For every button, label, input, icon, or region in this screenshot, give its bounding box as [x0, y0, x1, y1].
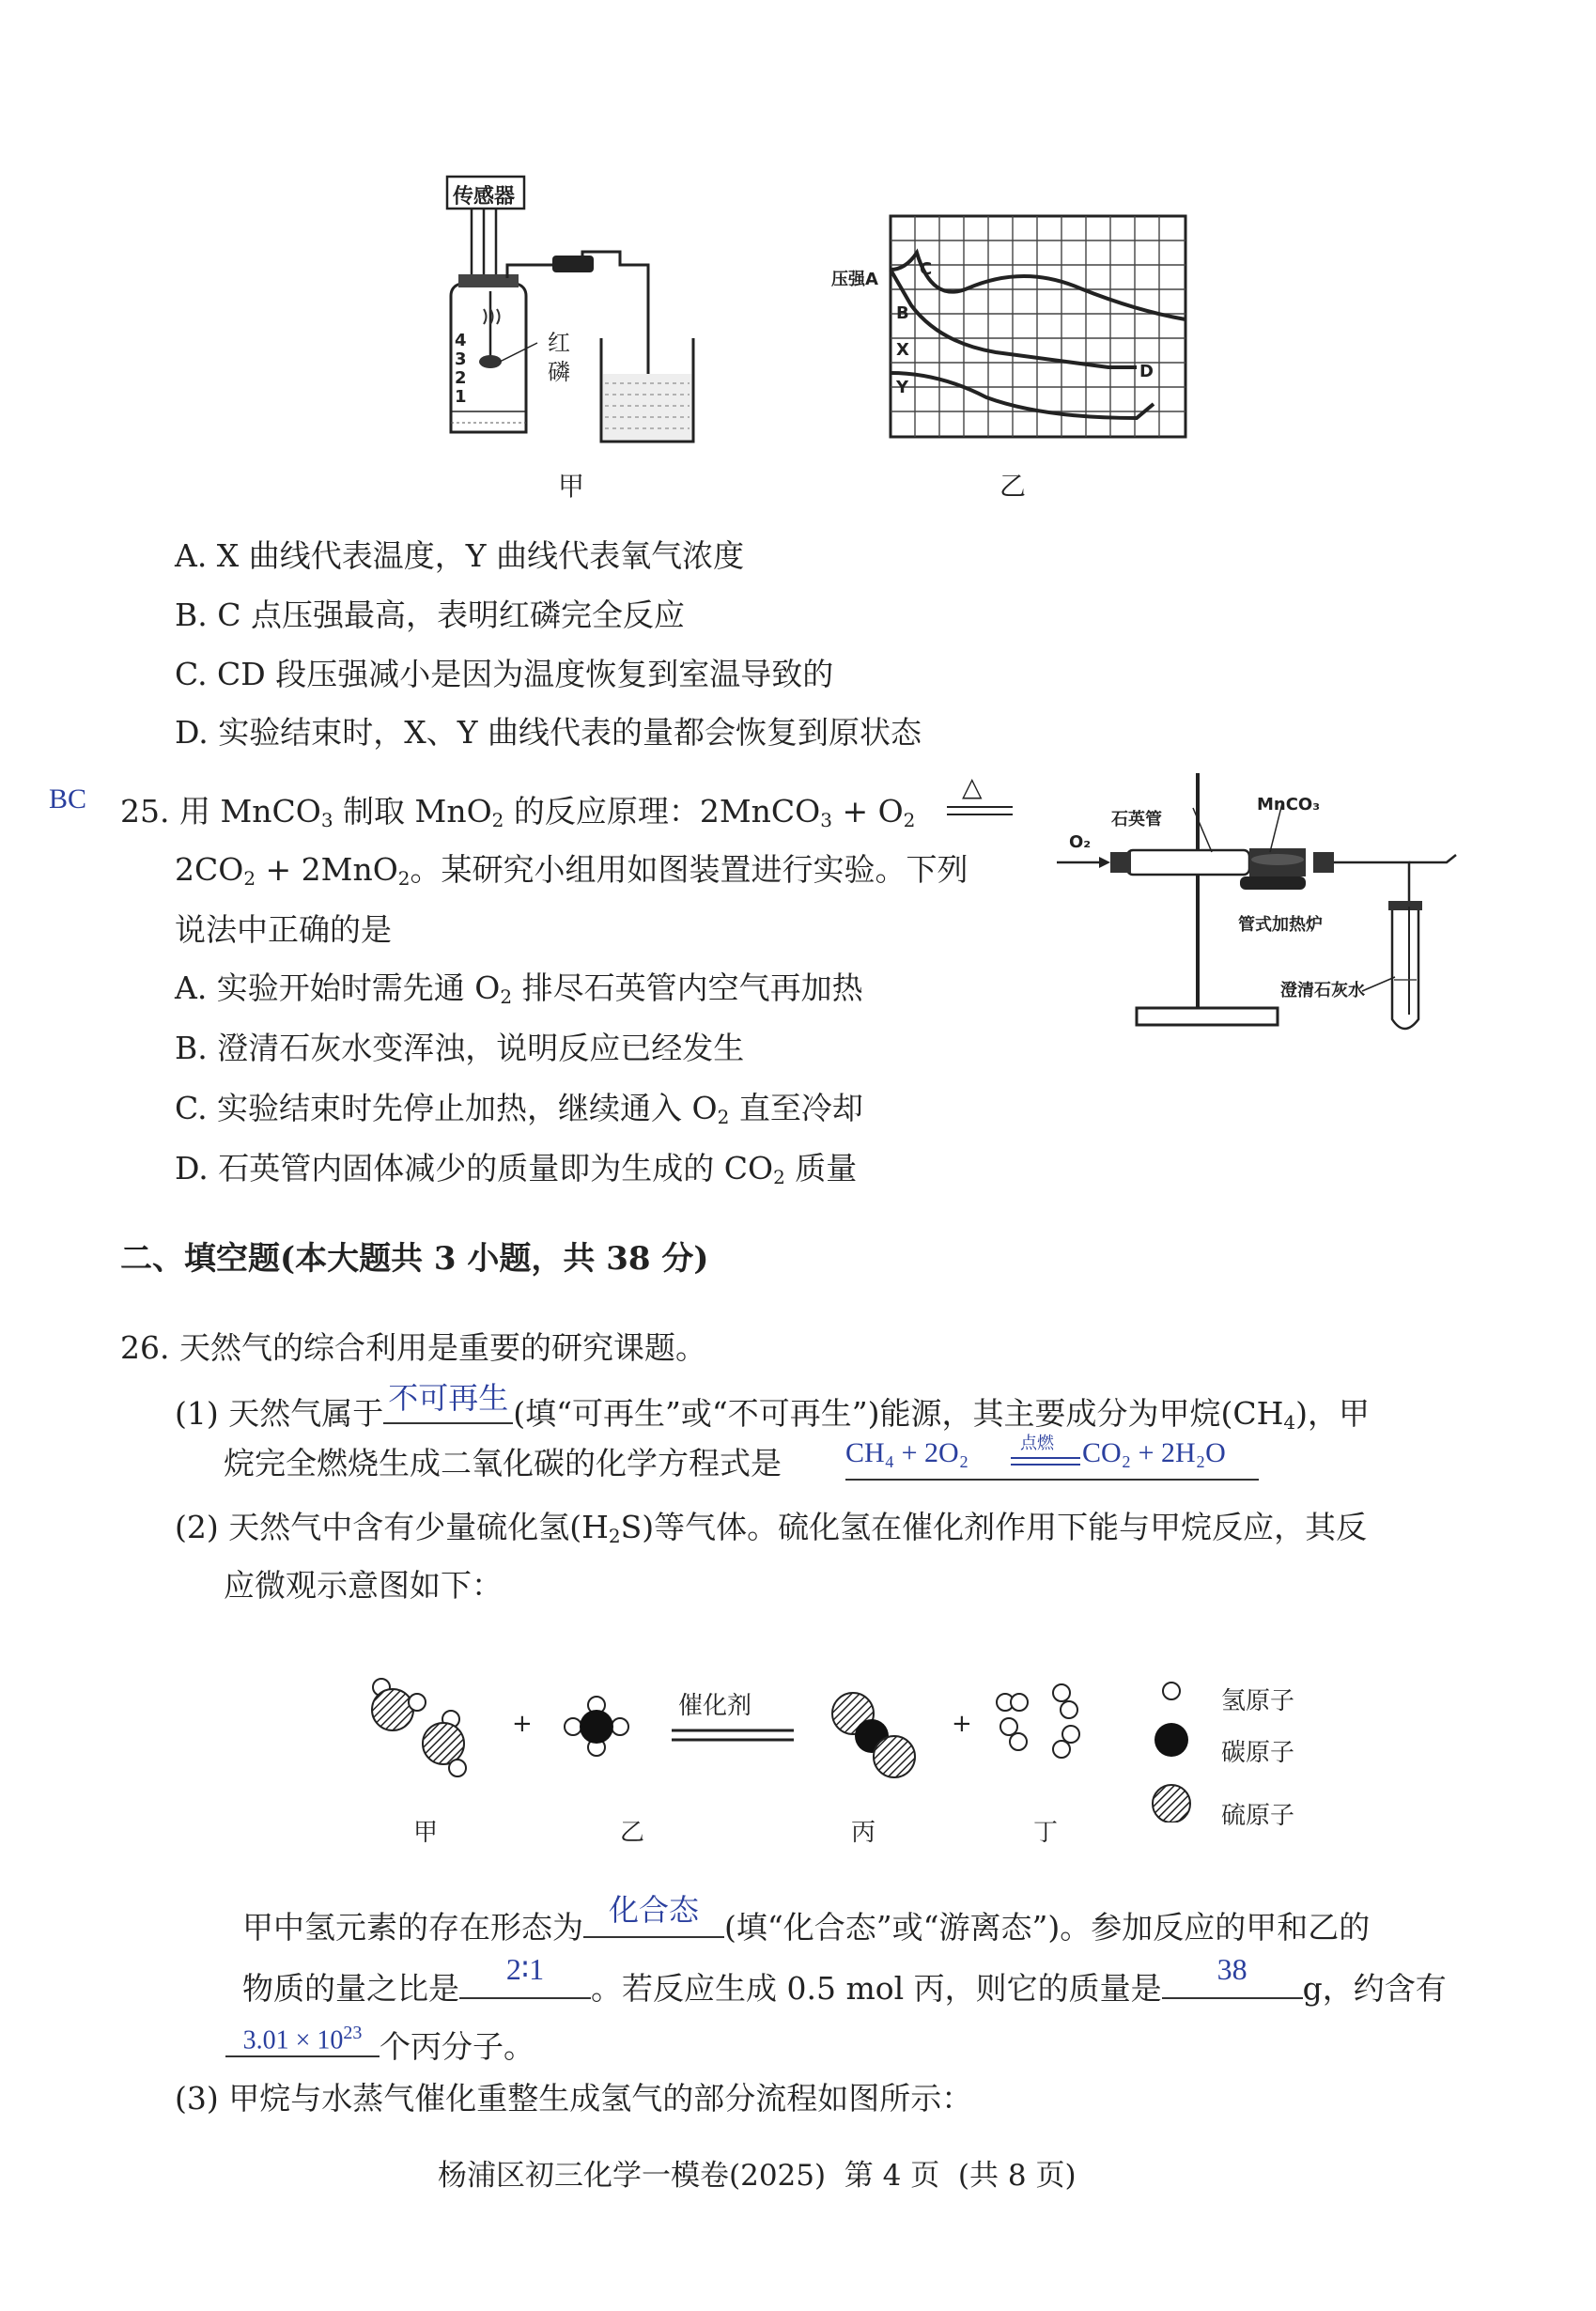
point-c-label: C: [920, 259, 933, 279]
legend-carbon-swatch: [1154, 1723, 1188, 1757]
sensor-label: 传感器: [453, 185, 516, 209]
q26-part1-line2: 烷完全燃烧生成二氧化碳的化学方程式是: [224, 1445, 782, 1481]
eq-underline: [845, 1479, 1259, 1481]
double-line-arrow: [947, 804, 1013, 819]
furnace-label: 管式加热炉: [1238, 915, 1323, 935]
marker-b: B: [896, 303, 909, 323]
q26-part2-line4: 物质的量之比是 2∶1 。若反应生成 0.5 mol 丙，则它的质量是 38 g，约含有: [242, 1952, 1447, 2007]
q24-option-b: B. C 点压强最高，表明红磷完全反应: [175, 597, 685, 633]
o2-inlet-label: O₂: [1069, 832, 1092, 852]
catalyst-label: 催化剂: [678, 1692, 752, 1720]
q25-number: 25.: [120, 793, 170, 830]
apparatus-jia-drawing: [432, 169, 714, 451]
answer-blank-mass: [1162, 1952, 1303, 1999]
phosphor-label-1: 红: [548, 330, 570, 356]
pressure-axis-label: 压强A: [831, 270, 878, 289]
answer-blank-molecules: [225, 2022, 380, 2057]
q26-part2-line5: $3.01 \times 10^{23}$ 个丙分子。: [225, 2022, 535, 2066]
legend-sulfur: 硫原子: [1221, 1802, 1295, 1830]
label-bing: 丙: [851, 1819, 876, 1847]
q25-option-c: C. 实验结束时先停止加热，继续通入 $O_2$ 直至冷却: [175, 1090, 863, 1128]
section-2-title: 二、填空题(本大题共 3 小题，共 38 分): [120, 1240, 709, 1278]
answer-blank-renewable: [383, 1381, 513, 1424]
label-yi: 乙: [620, 1819, 645, 1847]
marker-y: Y: [896, 378, 909, 397]
eq-left: CH₄ + 2O₂: [845, 1437, 969, 1468]
q25-stem-line1: 25. 用 MnCO$_3$ 制取 MnO$_2$ 的反应原理：2MnCO$_3$ + $O_2$: [120, 793, 916, 831]
eq-double-line: [1011, 1456, 1080, 1469]
jia-h-2: [409, 1694, 426, 1711]
q25-handwritten-answer: BC: [49, 783, 87, 814]
label-ding: 丁: [1033, 1819, 1059, 1847]
mnco3-label: MnCO₃: [1257, 795, 1321, 814]
legend-carbon: 碳原子: [1221, 1739, 1295, 1767]
legend-hydrogen: 氢原子: [1221, 1687, 1295, 1715]
q25-option-d: D. 石英管内固体减少的质量即为生成的 $CO_2$ 质量: [175, 1150, 858, 1188]
q26-part2-line3: 甲中氢元素的存在形态为 化合态 (填“化合态”或“游离态”)。参加反应的甲和乙的: [242, 1893, 1371, 1946]
legend-sulfur-swatch: [1153, 1785, 1190, 1822]
q26-answer-ratio: 2∶1: [505, 1952, 545, 1986]
answer-blank-form: [583, 1893, 724, 1938]
plus-sign-2: +: [952, 1710, 972, 1738]
q24-option-d: D. 实验结束时，X、Y 曲线代表的量都会恢复到原状态: [175, 714, 922, 751]
bottle-mark-1: 1: [455, 387, 467, 407]
legend-hydrogen-swatch: [1163, 1683, 1180, 1699]
q26-part1-line1: (1) 天然气属于 不可再生 (填“可再生”或“不可再生”)能源，其主要成分为甲烷$(CH_4)$，甲: [175, 1381, 1370, 1434]
yi-h-2: [565, 1718, 581, 1735]
eq-condition: 点燃: [1020, 1434, 1054, 1452]
answer-blank-ratio: [459, 1952, 591, 1999]
page-footer: 杨浦区初三化学一模卷(2025) 第 4 页 (共 8 页): [438, 2159, 1077, 2193]
q26-part2-line2: 应微观示意图如下：: [224, 1567, 503, 1604]
eq-right: CO₂ + 2H₂O: [1082, 1437, 1226, 1468]
plus-sign-1: +: [512, 1710, 533, 1738]
q26-part3: (3) 甲烷与水蒸气催化重整生成氢气的部分流程如图所示：: [175, 2080, 973, 2117]
bottle-mark-3: 3: [455, 349, 467, 369]
q25-option-a: A. 实验开始时需先通 $O_2$ 排尽石英管内空气再加热: [175, 969, 863, 1008]
jia-h-4: [449, 1760, 466, 1776]
point-d-label: D: [1139, 362, 1154, 381]
marker-x: X: [896, 340, 909, 360]
jia-s-1: [372, 1689, 413, 1730]
q26-answer-mass: 38: [1216, 1952, 1247, 1986]
bottle-mark-4: 4: [455, 331, 467, 350]
q25-stem-line2: $2CO_2 + 2MnO_2$。某研究小组用如图装置进行实验。下列: [175, 851, 968, 890]
bing-s-2: [874, 1736, 915, 1777]
bottle-mark-2: 2: [455, 368, 467, 388]
phosphor-label-2: 磷: [548, 359, 570, 385]
label-jia: 甲: [413, 1819, 439, 1847]
q26-answer-molecules: $3.01 \times 10^{23}$: [242, 2023, 363, 2055]
quartz-tube-label: 石英管: [1111, 810, 1162, 830]
limewater-label: 澄清石灰水: [1280, 981, 1365, 1000]
yi-h-3: [612, 1718, 628, 1735]
q25-option-b: B. 澄清石灰水变浑浊，说明反应已经发生: [175, 1030, 745, 1066]
q24-option-c: C. CD 段压强减小是因为温度恢复到室温导致的: [175, 656, 834, 692]
yi-c: [580, 1710, 613, 1744]
q24-option-a: A. X 曲线代表温度，Y 曲线代表氧气浓度: [175, 537, 745, 574]
figure-yi-caption: 乙: [999, 471, 1027, 502]
q26-part2-line1: (2) 天然气中含有少量硫化氢$(H_2S)$等气体。硫化氢在催化剂作用下能与甲烷反应，其反: [175, 1509, 1368, 1547]
curves-yi-drawing: [883, 211, 1193, 446]
jia-s-2: [423, 1723, 464, 1764]
figure-jia-caption: 甲: [558, 471, 585, 502]
q25-stem-line3: 说法中正确的是: [175, 911, 392, 948]
molecules-drawing: [357, 1653, 1296, 1822]
q26-answer-renewable: 不可再生: [388, 1381, 509, 1415]
q26-answer-form: 化合态: [608, 1893, 699, 1927]
heating-symbol: △: [962, 771, 983, 802]
q26-intro: 26. 天然气的综合利用是重要的研究课题。: [120, 1329, 706, 1366]
